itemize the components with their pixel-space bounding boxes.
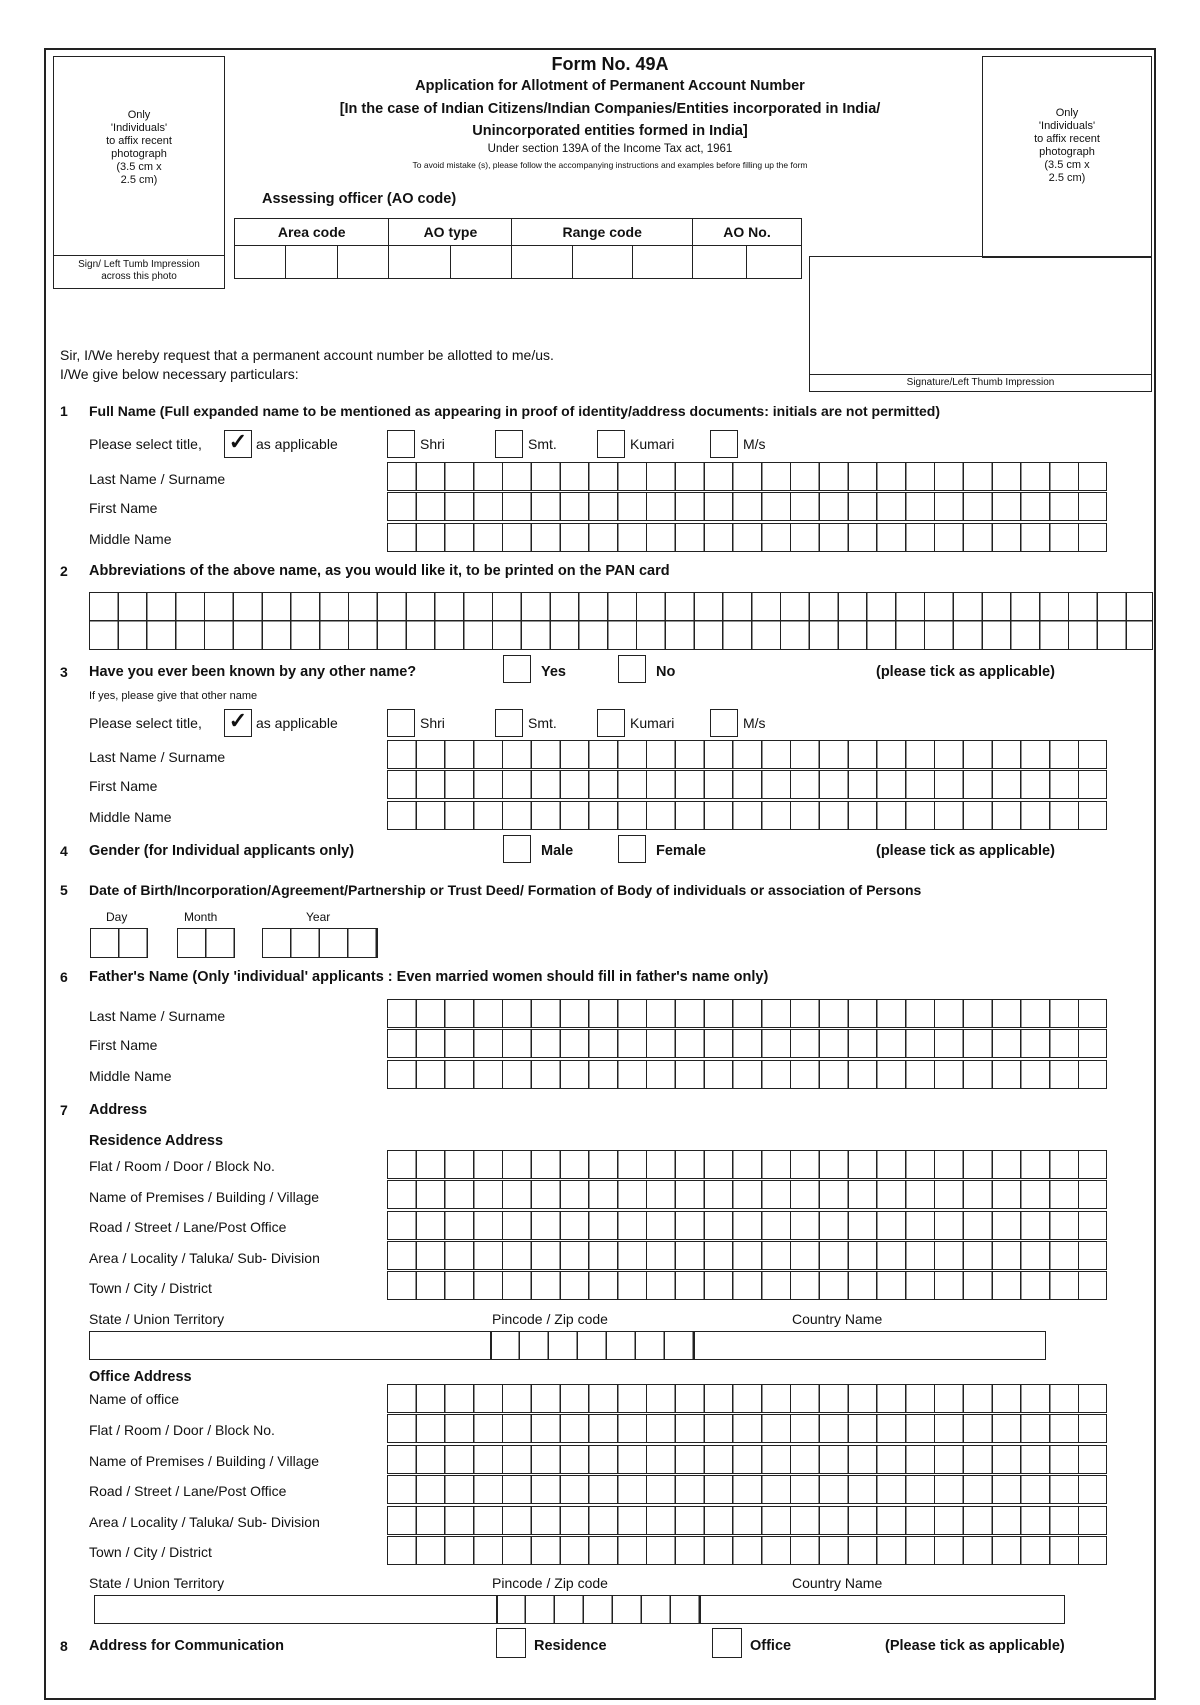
ao-area-code-header: Area code (235, 219, 389, 246)
section-4-title: Gender (for Individual applicants only) (89, 843, 355, 859)
s4-tick-note: (please tick as applicable) (876, 843, 1055, 859)
s3-smt-label: Smt. (528, 715, 557, 731)
s1-last-name-label: Last Name / Surname (89, 471, 226, 487)
s1-select-title-label: Please select title, (89, 436, 202, 452)
section-1-number: 1 (60, 403, 68, 419)
ao-cell[interactable] (572, 246, 632, 279)
ao-type-header: AO type (389, 219, 512, 246)
ao-code-table (234, 218, 802, 279)
off-road-label: Road / Street / Lane/Post Office (89, 1483, 287, 1499)
res-road-label: Road / Street / Lane/Post Office (89, 1219, 287, 1235)
form-number: Form No. 49A (551, 54, 669, 74)
res-town-input[interactable] (387, 1271, 1107, 1300)
res-area-input[interactable] (387, 1241, 1107, 1270)
off-area-label: Area / Locality / Taluka/ Sub- Division (89, 1514, 320, 1530)
s5-day-input[interactable] (90, 928, 148, 958)
s5-year-input[interactable] (262, 928, 378, 958)
res-state-label: State / Union Territory (89, 1311, 225, 1327)
s3-yes-label: Yes (541, 664, 566, 680)
s1-shri-label: Shri (420, 436, 445, 452)
section-4-number: 4 (60, 843, 68, 859)
photo-box-left (53, 56, 225, 289)
ao-code-title: Assessing officer (AO code) (262, 191, 457, 207)
s3-shri-checkbox[interactable] (387, 709, 415, 737)
section-2-title: Abbreviations of the above name, as you would like it, to be printed on the PAN card (89, 563, 670, 579)
s3-example-checkbox (224, 709, 252, 737)
s1-first-name-input[interactable] (387, 492, 1107, 521)
res-state-input[interactable] (89, 1331, 492, 1360)
section-5-number: 5 (60, 882, 68, 898)
s3-yes-checkbox[interactable] (503, 655, 531, 683)
res-road-input[interactable] (387, 1211, 1107, 1240)
s3-shri-label: Shri (420, 715, 445, 731)
s3-no-checkbox[interactable] (618, 655, 646, 683)
s1-smt-checkbox[interactable] (495, 430, 523, 458)
s1-ms-checkbox[interactable] (710, 430, 738, 458)
res-town-label: Town / City / District (89, 1280, 212, 1296)
s1-middle-name-label: Middle Name (89, 531, 172, 547)
s3-as-applicable-label: as applicable (256, 715, 338, 731)
section-2-number: 2 (60, 563, 68, 579)
s6-middle-name-label: Middle Name (89, 1068, 172, 1084)
off-premises-label: Name of Premises / Building / Village (89, 1453, 320, 1469)
res-country-label: Country Name (792, 1311, 883, 1327)
s6-last-name-label: Last Name / Surname (89, 1008, 226, 1024)
check-mark-icon: ✓ (228, 429, 248, 454)
s2-abbreviation-input[interactable] (89, 592, 1153, 650)
s8-residence-label: Residence (534, 1638, 607, 1654)
photo-box-right (982, 56, 1152, 258)
s5-day-label: Day (106, 910, 128, 924)
off-area-input[interactable] (387, 1506, 1107, 1535)
intro-line-2: I/We give below necessary particulars: (60, 366, 299, 382)
off-state-label: State / Union Territory (89, 1575, 225, 1591)
s3-kumari-checkbox[interactable] (597, 709, 625, 737)
s5-year-label: Year (306, 910, 331, 924)
section-8-title: Address for Communication (89, 1638, 284, 1654)
s4-female-label: Female (656, 843, 706, 859)
s6-first-name-input[interactable] (387, 1029, 1107, 1058)
photo-instruction-right: Only 'Individuals' to affix recent photograph (3.5 cm x 2.5 cm) (1034, 107, 1100, 184)
s1-last-name-input[interactable] (387, 462, 1107, 491)
section-1-title: Full Name (Full expanded name to be mentioned as appearing in proof of identity/address documents: initials are not permitted) (89, 403, 941, 419)
section-3-title: Have you ever been known by any other name? (89, 664, 417, 680)
ao-cell[interactable] (450, 246, 511, 279)
section-5-title: Date of Birth/Incorporation/Agreement/Partnership or Trust Deed/ Formation of Body of individuals or association of Persons (89, 882, 922, 898)
s6-middle-name-input[interactable] (387, 1060, 1107, 1089)
s1-example-checkbox (224, 430, 252, 458)
res-flat-input[interactable] (387, 1150, 1107, 1179)
s4-female-checkbox[interactable] (618, 835, 646, 863)
res-premises-input[interactable] (387, 1180, 1107, 1209)
off-premises-input[interactable] (387, 1445, 1107, 1474)
s8-office-label: Office (750, 1638, 792, 1654)
section-8-number: 8 (60, 1638, 68, 1654)
s6-last-name-input[interactable] (387, 999, 1107, 1028)
ao-cell[interactable] (512, 246, 572, 279)
off-flat-label: Flat / Room / Door / Block No. (89, 1422, 275, 1438)
off-town-label: Town / City / District (89, 1544, 212, 1560)
office-address-title: Office Address (89, 1369, 192, 1385)
s4-male-checkbox[interactable] (503, 835, 531, 863)
ao-cell[interactable] (389, 246, 450, 279)
s3-first-name-label: First Name (89, 778, 158, 794)
s1-shri-checkbox[interactable] (387, 430, 415, 458)
s1-ms-label: M/s (743, 436, 766, 452)
form-subtitle-2: Unincorporated entities formed in India] (472, 123, 748, 139)
s3-tick-note: (please tick as applicable) (876, 664, 1055, 680)
ao-no-header: AO No. (693, 219, 802, 246)
s3-other-name-note: If yes, please give that other name (89, 690, 258, 702)
ao-cell[interactable] (286, 246, 337, 279)
s4-male-label: Male (541, 843, 574, 859)
intro-line-1: Sir, I/We hereby request that a permanent account number be allotted to me/us. (60, 347, 554, 363)
s3-kumari-label: Kumari (630, 715, 675, 731)
off-name-label: Name of office (89, 1391, 180, 1407)
ao-cell[interactable] (337, 246, 389, 279)
check-mark-icon: ✓ (228, 708, 248, 733)
res-pincode-label: Pincode / Zip code (492, 1311, 608, 1327)
section-3-number: 3 (60, 664, 68, 680)
res-pincode-input[interactable] (490, 1331, 695, 1360)
s6-first-name-label: First Name (89, 1037, 158, 1053)
s3-middle-name-label: Middle Name (89, 809, 172, 825)
off-country-label: Country Name (792, 1575, 883, 1591)
residence-address-title: Residence Address (89, 1133, 224, 1149)
ao-cell[interactable] (747, 246, 802, 279)
s1-as-applicable-label: as applicable (256, 436, 338, 452)
s1-first-name-label: First Name (89, 500, 158, 516)
photo-sign-left: Sign/ Left Tumb Impression across this photo (78, 259, 200, 282)
s8-tick-note: (Please tick as applicable) (885, 1638, 1065, 1654)
off-pincode-label: Pincode / Zip code (492, 1575, 608, 1591)
s3-smt-checkbox[interactable] (495, 709, 523, 737)
section-7-title: Address (89, 1102, 148, 1118)
ao-cell[interactable] (632, 246, 692, 279)
s1-middle-name-input[interactable] (387, 523, 1107, 552)
s3-ms-checkbox[interactable] (710, 709, 738, 737)
s3-first-name-input[interactable] (387, 770, 1107, 799)
off-town-input[interactable] (387, 1536, 1107, 1565)
s3-select-title-label: Please select title, (89, 715, 202, 731)
form-instruction: To avoid mistake (s), please follow the accompanying instructions and examples before filling up the form (412, 160, 808, 170)
signature-label: Signature/Left Thumb Impression (906, 377, 1055, 388)
section-7-number: 7 (60, 1102, 68, 1118)
s1-kumari-checkbox[interactable] (597, 430, 625, 458)
photo-instruction-left: Only 'Individuals' to affix recent photograph (3.5 cm x 2.5 cm) (106, 109, 172, 186)
s5-month-input[interactable] (177, 928, 235, 958)
off-pincode-input[interactable] (496, 1595, 701, 1624)
s8-residence-checkbox[interactable] (496, 1628, 526, 1658)
section-6-number: 6 (60, 969, 68, 985)
signature-box (809, 256, 1152, 392)
s3-ms-label: M/s (743, 715, 766, 731)
s1-smt-label: Smt. (528, 436, 557, 452)
res-premises-label: Name of Premises / Building / Village (89, 1189, 320, 1205)
off-country-input[interactable] (699, 1595, 1065, 1624)
res-flat-label: Flat / Room / Door / Block No. (89, 1158, 275, 1174)
ao-cell[interactable] (235, 246, 286, 279)
s1-kumari-label: Kumari (630, 436, 675, 452)
off-state-input[interactable] (94, 1595, 498, 1624)
ao-cell[interactable] (693, 246, 747, 279)
res-area-label: Area / Locality / Taluka/ Sub- Division (89, 1250, 320, 1266)
s8-office-checkbox[interactable] (712, 1628, 742, 1658)
off-road-input[interactable] (387, 1475, 1107, 1504)
form-title: Application for Allotment of Permanent Account Number (415, 78, 805, 94)
s3-last-name-input[interactable] (387, 740, 1107, 769)
off-name-input[interactable] (387, 1384, 1107, 1413)
section-6-title: Father's Name (Only 'individual' applicants : Even married women should fill in father's name only) (89, 969, 769, 985)
form-subtitle-1: [In the case of Indian Citizens/Indian Companies/Entities incorporated in India/ (339, 101, 881, 117)
res-country-input[interactable] (693, 1331, 1046, 1360)
ao-range-code-header: Range code (512, 219, 693, 246)
s3-no-label: No (656, 664, 676, 680)
s3-middle-name-input[interactable] (387, 801, 1107, 830)
form-section: Under section 139A of the Income Tax act, 1961 (487, 143, 733, 155)
off-flat-input[interactable] (387, 1414, 1107, 1443)
s3-last-name-label: Last Name / Surname (89, 749, 226, 765)
s5-month-label: Month (184, 910, 218, 924)
